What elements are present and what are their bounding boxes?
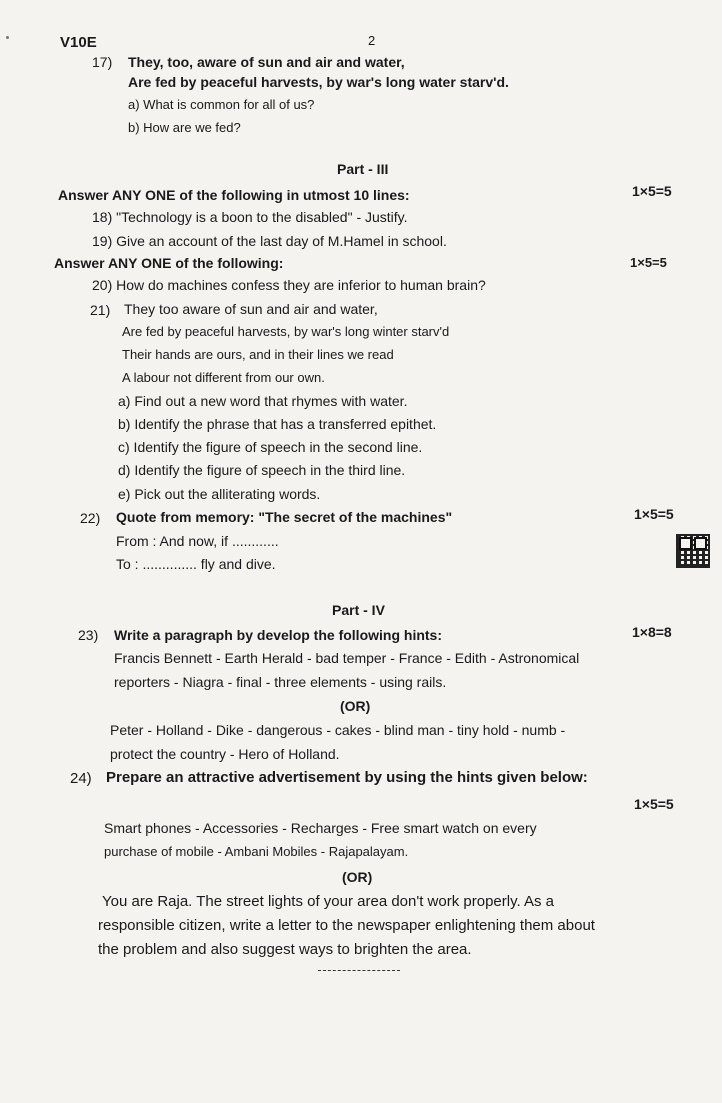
paper-code: V10E	[60, 34, 97, 51]
scan-speck	[6, 36, 9, 39]
q24-alt-line1: You are Raja. The street lights of your area don't work properly. As a	[102, 893, 554, 910]
q21-line3: Their hands are ours, and in their lines we read	[122, 347, 394, 362]
q21-a: a) Find out a new word that rhymes with water.	[118, 393, 408, 409]
end-divider	[318, 970, 400, 971]
part3-sec1-heading: Answer ANY ONE of the following in utmost 10 lines:	[58, 187, 410, 203]
q24-alt-line2: responsible citizen, write a letter to the newspaper enlightening them about	[98, 917, 595, 934]
q24-hint-line1: Smart phones - Accessories - Recharges - Free smart watch on every	[104, 820, 537, 836]
part4-title: Part - IV	[332, 602, 385, 618]
q18: 18) "Technology is a boon to the disabled" - Justify.	[92, 209, 408, 225]
q17-line1: They, too, aware of sun and air and water,	[128, 54, 405, 70]
part3-title: Part - III	[337, 161, 389, 177]
q24-marks: 1×5=5	[634, 796, 674, 812]
q23-marks: 1×8=8	[632, 624, 672, 640]
q21-line2: Are fed by peaceful harvests, by war's long winter starv'd	[122, 324, 450, 339]
qr-code	[676, 534, 710, 568]
q21-c: c) Identify the figure of speech in the second line.	[118, 439, 423, 455]
q23-hint1-line1: Francis Bennett - Earth Herald - bad temper - France - Edith - Astronomical	[114, 650, 580, 666]
q24-number: 24)	[70, 770, 92, 787]
q22-to: To : .............. fly and dive.	[116, 556, 276, 572]
q17-line2: Are fed by peaceful harvests, by war's long water starv'd.	[128, 74, 509, 90]
q23-heading: Write a paragraph by develop the following hints:	[114, 627, 442, 643]
q23-or: (OR)	[340, 698, 371, 714]
q21-b: b) Identify the phrase that has a transferred epithet.	[118, 416, 437, 432]
q24-or: (OR)	[342, 869, 373, 885]
q22-marks: 1×5=5	[634, 506, 674, 522]
page-number: 2	[368, 33, 376, 48]
q21-line4: A labour not different from our own.	[122, 370, 325, 385]
q19: 19) Give an account of the last day of M.Hamel in school.	[92, 233, 447, 249]
q23-hint2-line1: Peter - Holland - Dike - dangerous - cakes - blind man - tiny hold - numb -	[110, 722, 566, 738]
q20: 20) How do machines confess they are inferior to human brain?	[92, 277, 486, 293]
q24-hint-line2: purchase of mobile - Ambani Mobiles - Rajapalayam.	[104, 844, 409, 859]
q24-heading: Prepare an attractive advertisement by using the hints given below:	[106, 769, 588, 786]
q22-from: From : And now, if ............	[116, 533, 279, 549]
q21-line1: They too aware of sun and air and water,	[124, 301, 378, 317]
q24-alt-line3: the problem and also suggest ways to brighten the area.	[98, 941, 472, 958]
q22-number: 22)	[80, 510, 101, 526]
q17-a: a) What is common for all of us?	[128, 97, 315, 112]
q17-b: b) How are we fed?	[128, 120, 241, 135]
q23-hint1-line2: reporters - Niagra - final - three elements - using rails.	[114, 674, 447, 690]
q22-heading: Quote from memory: "The secret of the machines"	[116, 509, 453, 525]
part3-sec2-marks: 1×5=5	[630, 255, 667, 270]
q17-number: 17)	[92, 54, 113, 70]
q23-number: 23)	[78, 627, 99, 643]
q21-e: e) Pick out the alliterating words.	[118, 486, 321, 502]
part3-sec1-marks: 1×5=5	[632, 183, 672, 199]
part3-sec2-heading: Answer ANY ONE of the following:	[54, 255, 284, 271]
q23-hint2-line2: protect the country - Hero of Holland.	[110, 746, 340, 762]
q21-number: 21)	[90, 302, 111, 318]
q21-d: d) Identify the figure of speech in the third line.	[118, 462, 406, 478]
